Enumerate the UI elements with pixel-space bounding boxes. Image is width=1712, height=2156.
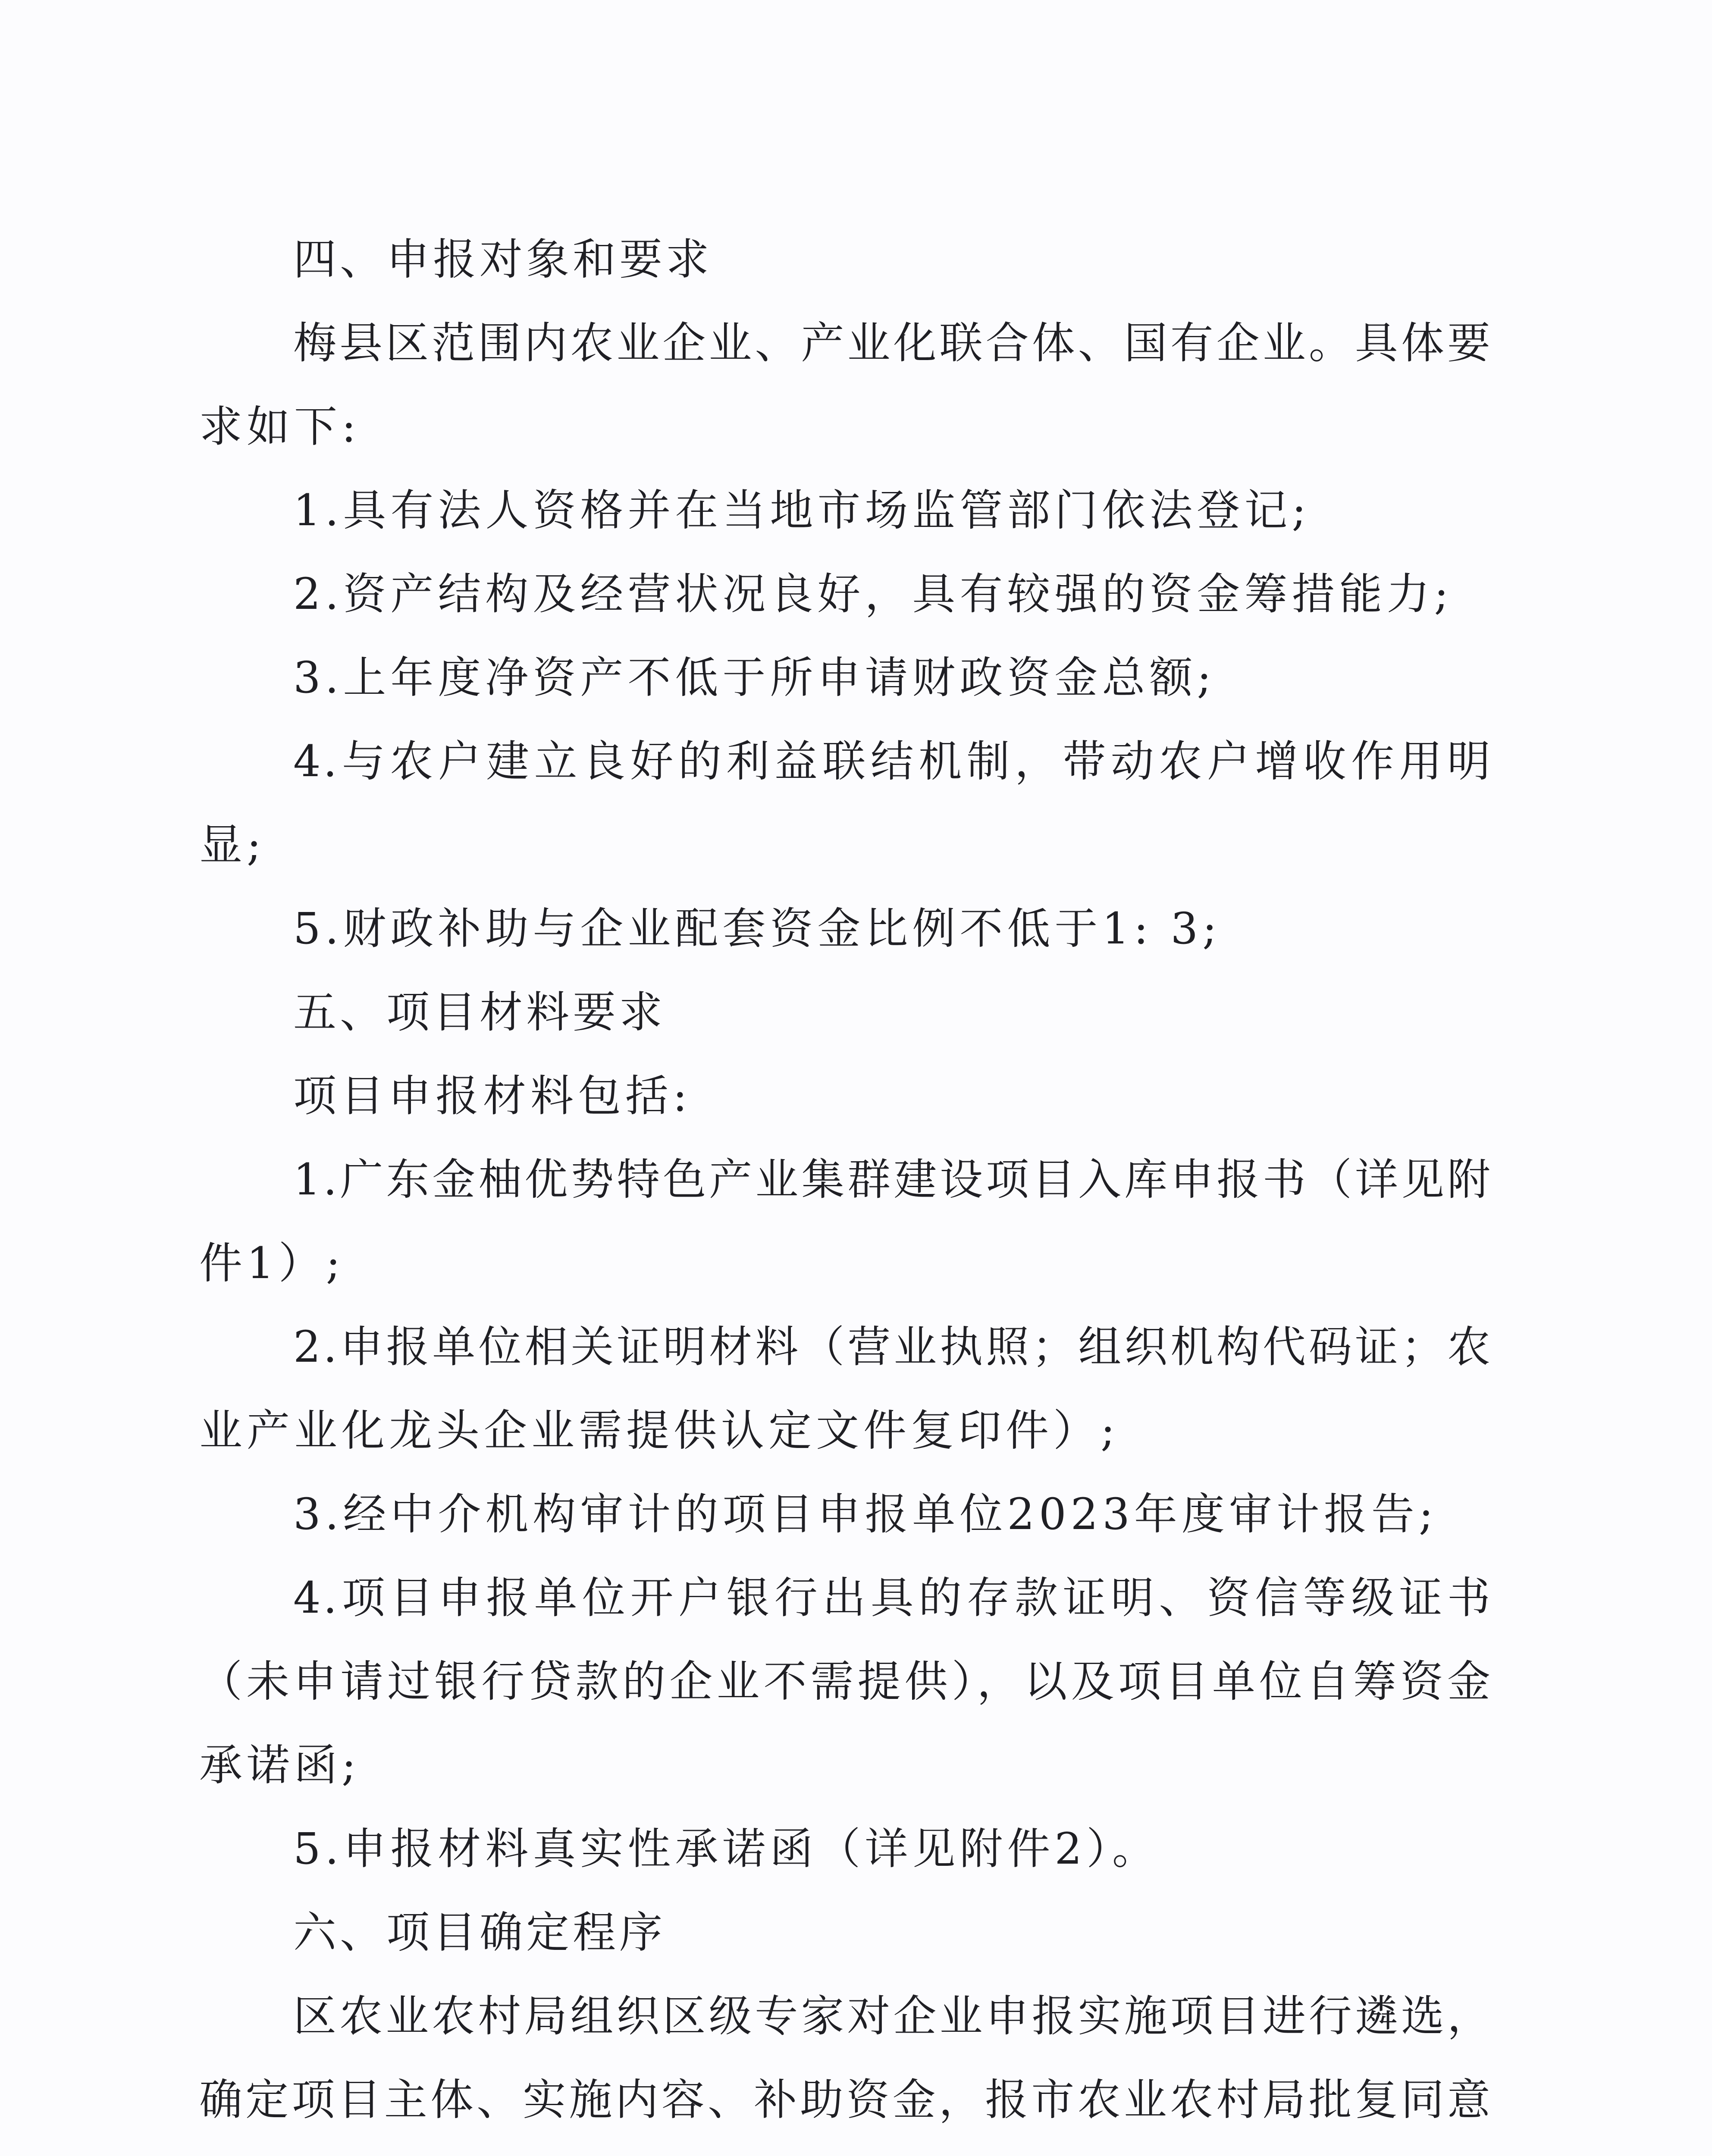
list-item: 4.项目申报单位开户银行出具的存款证明、资信等级证书 <box>293 1573 1493 1623</box>
list-item-continuation: 件1）; <box>199 1238 345 1288</box>
list-item: 2.申报单位相关证明材料（营业执照；组织机构代码证；农 <box>293 1322 1493 1372</box>
paragraph-line: 区农业农村局组织区级专家对企业申报实施项目进行遴选， <box>293 1991 1493 2041</box>
paragraph-line: 确定项目主体、实施内容、补助资金，报市农业农村局批复同意 <box>199 2075 1493 2125</box>
list-item: 5.申报材料真实性承诺函（详见附件2）。 <box>293 1824 1160 1874</box>
list-item-continuation: 显; <box>199 820 266 870</box>
list-item: 4.与农户建立良好的利益联结机制，带动农户增收作用明 <box>293 736 1493 787</box>
document-body <box>199 218 1493 2156</box>
list-item-continuation: （未申请过银行贷款的企业不需提供），以及项目单位自筹资金 <box>199 1656 1493 1707</box>
list-item: 3.上年度净资产不低于所申请财政资金总额; <box>293 652 1216 703</box>
list-item: 1.广东金柚优势特色产业集群建设项目入库申报书（详见附 <box>293 1154 1493 1205</box>
list-item: 3.经中介机构审计的项目申报单位2023年度审计报告; <box>293 1489 1438 1539</box>
list-item-continuation: 业产业化龙头企业需提供认定文件复印件）; <box>199 1405 1119 1456</box>
paragraph-line <box>199 2142 1493 2156</box>
list-item: 5.财政补助与企业配套资金比例不低于1: 3; <box>293 903 1221 954</box>
section-heading-6: 六、项目确定程序 <box>293 1907 666 1958</box>
section-heading-5: 五、项目材料要求 <box>293 987 666 1037</box>
paragraph-line: 梅县区范围内农业企业、产业化联合体、国有企业。具体要 <box>293 318 1493 368</box>
paragraph-line: 项目申报材料包括: <box>293 1071 692 1121</box>
list-item-continuation: 承诺函; <box>199 1740 361 1790</box>
list-item: 1.具有法人资格并在当地市场监管部门依法登记; <box>293 485 1311 536</box>
paragraph-line: 求如下: <box>199 401 361 452</box>
section-heading-4: 四、申报对象和要求 <box>293 234 712 285</box>
list-item: 2.资产结构及经营状况良好，具有较强的资金筹措能力; <box>293 569 1453 619</box>
